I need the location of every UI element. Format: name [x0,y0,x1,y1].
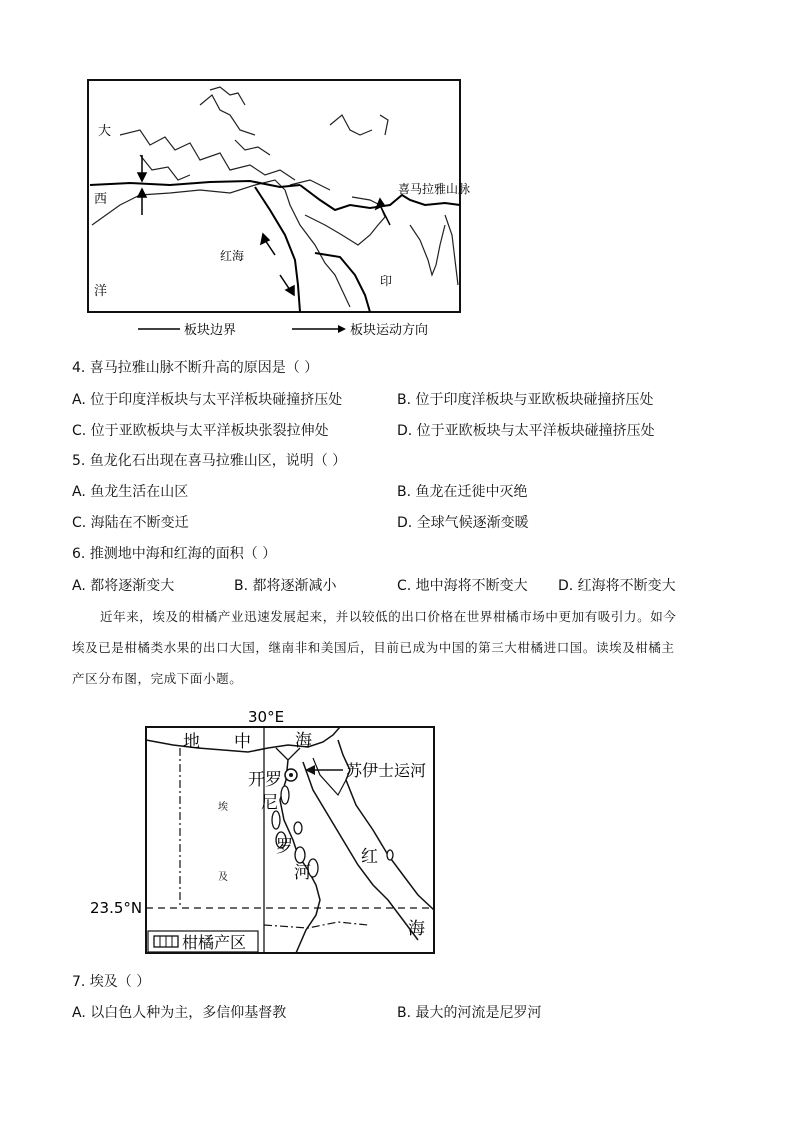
passage-line-1: 近年来，埃及的柑橘产业迅速发展起来，并以较低的出口价格在世界柑橘市场中更加有吸引力。如今 [100,609,677,624]
map1-legend [138,322,428,338]
q5-option-b[interactable]: B. 鱼龙在迁徙中灭绝 [397,484,528,500]
red-sea-label-hong: 红 [361,847,378,867]
map1-label-da: 大 [98,124,112,139]
q5-option-a[interactable]: A. 鱼龙生活在山区 [72,484,189,500]
q6-option-b[interactable]: B. 都将逐渐减小 [234,578,337,594]
map1-label-himalaya: 喜马拉雅山脉 [398,182,471,196]
q4-stem: 4. 喜马拉雅山脉不断升高的原因是（ ） [72,360,319,376]
legend-movement-label: 板块运动方向 [350,323,429,338]
sea-label-hai: 海 [295,731,312,751]
q5-stem: 5. 鱼龙化石出现在喜马拉雅山区，说明（ ） [72,453,347,469]
map1-label-xi: 西 [94,192,108,207]
cairo-label: 开罗 [248,770,282,790]
egypt-label-ai: 埃 [218,802,228,813]
sea-label-di: 地 [183,732,200,752]
tropic-label: 23.5°N [90,899,143,917]
map1-label-red-sea: 红海 [220,249,245,263]
q7-option-a[interactable]: A. 以白色人种为主，多信仰基督教 [72,1005,287,1021]
q5-option-c[interactable]: C. 海陆在不断变迁 [72,515,189,531]
q5-option-d[interactable]: D. 全球气候逐渐变暖 [397,515,529,531]
nile-label-ni: 尼 [261,793,278,813]
q4-option-a[interactable]: A. 位于印度洋板块与太平洋板块碰撞挤压处 [72,392,343,408]
red-sea-label-hai: 海 [408,919,425,939]
q4-option-d[interactable]: D. 位于亚欧板块与太平洋板块碰撞挤压处 [397,423,655,439]
q7-option-b[interactable]: B. 最大的河流是尼罗河 [397,1005,542,1021]
map1-label-indian: 印 [380,274,393,288]
q6-stem: 6. 推测地中海和红海的面积（ ） [72,546,277,562]
q6-option-a[interactable]: A. 都将逐渐变大 [72,578,175,594]
citrus-legend-label: 柑橘产区 [182,933,247,952]
q4-option-c[interactable]: C. 位于亚欧板块与太平洋板块张裂拉伸处 [72,423,329,439]
plate-map [80,75,480,340]
q6-option-c[interactable]: C. 地中海将不断变大 [397,578,528,594]
egypt-citrus-map [88,700,448,960]
passage-line-3: 产区分布图，完成下面小题。 [72,671,243,686]
q4-option-b[interactable]: B. 位于印度洋板块与亚欧板块碰撞挤压处 [397,392,654,408]
meridian-label: 30°E [248,708,285,726]
legend-boundary-label: 板块边界 [184,323,237,338]
sea-label-zhong: 中 [234,732,251,752]
map1-label-yang: 洋 [94,284,108,299]
q7-stem: 7. 埃及（ ） [72,974,151,990]
map2-legend [148,931,258,952]
nile-label-luo: 罗 [276,837,293,857]
nile-label-he: 河 [294,863,311,883]
egypt-label-ji: 及 [218,872,228,883]
passage-line-2: 埃及已是柑橘类水果的出口大国，继南非和美国后，目前已成为中国的第三大柑橘进口国。读埃及柑橘主 [72,640,675,655]
q6-option-d[interactable]: D. 红海将不断变大 [558,578,676,594]
suez-label: 苏伊士运河 [346,761,427,780]
